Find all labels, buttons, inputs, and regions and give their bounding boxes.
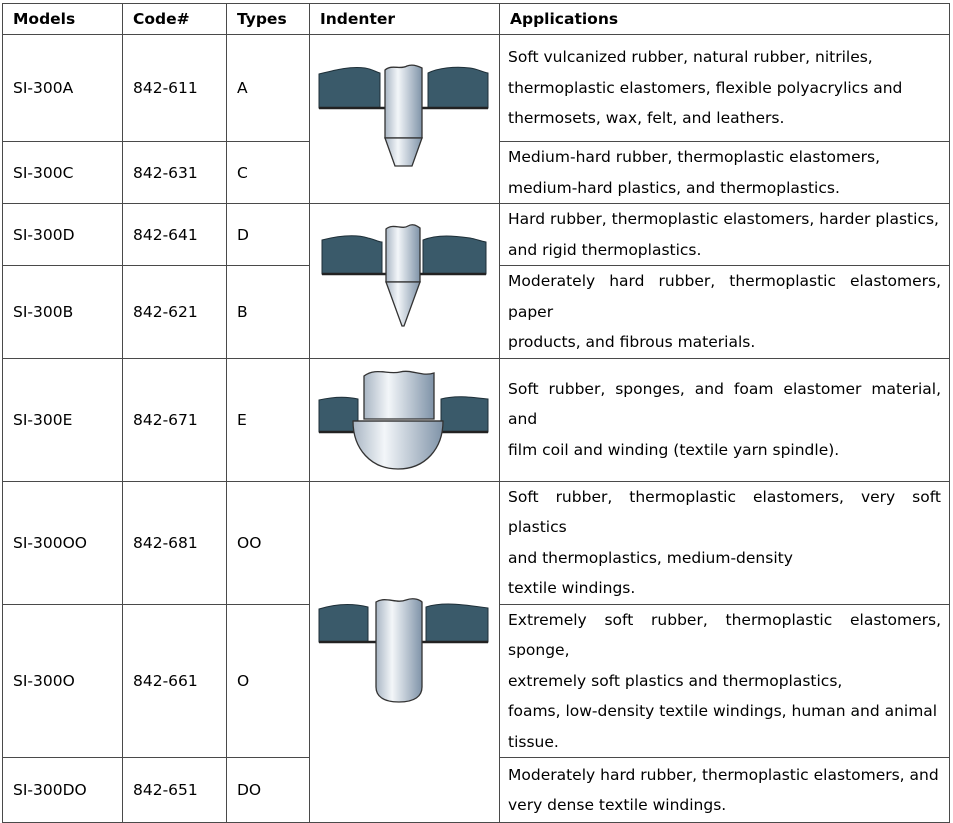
model-cell: SI-300E	[3, 358, 123, 481]
indenter-cell	[310, 358, 500, 481]
type-cell: C	[227, 142, 310, 204]
type-cell: A	[227, 35, 310, 142]
table-row	[3, 358, 950, 481]
model-cell: SI-300C	[3, 142, 123, 204]
indenter-cell	[310, 35, 500, 204]
type-cell: D	[227, 204, 310, 266]
header-applications: Applications	[500, 4, 950, 35]
application-cell: Moderately hard rubber, thermoplastic elastomers, and very dense textile windings.	[500, 758, 950, 823]
table-row	[3, 35, 950, 142]
application-cell: Moderately hard rubber, thermoplastic elastomers, paper products, and fibrous materials.	[500, 266, 950, 359]
conical-sharp-indenter-icon	[310, 214, 499, 347]
application-cell: Soft rubber, sponges, and foam elastomer material, and film coil and winding (textile yarn spindle).	[500, 358, 950, 481]
durometer-table	[2, 3, 950, 823]
spherical-indenter-icon	[310, 359, 499, 480]
model-cell: SI-300D	[3, 204, 123, 266]
application-cell: Soft vulcanized rubber, natural rubber, nitriles, thermoplastic elastomers, flexible polyacrylics and thermosets, wax, felt, and leathers.	[500, 35, 950, 142]
model-cell: SI-300DO	[3, 758, 123, 823]
table-row	[3, 481, 950, 604]
table-row	[3, 204, 950, 266]
indenter-cell	[310, 481, 500, 823]
conical-truncated-indenter-icon	[310, 36, 499, 203]
header-models: Models	[3, 4, 123, 35]
code-cell: 842-641	[123, 204, 227, 266]
code-cell: 842-651	[123, 758, 227, 823]
code-cell: 842-661	[123, 604, 227, 758]
code-cell: 842-631	[123, 142, 227, 204]
type-cell: DO	[227, 758, 310, 823]
code-cell: 842-611	[123, 35, 227, 142]
model-cell: SI-300B	[3, 266, 123, 359]
spherical-rod-indenter-icon	[310, 512, 499, 791]
indenter-cell	[310, 204, 500, 359]
header-code: Code#	[123, 4, 227, 35]
type-cell: E	[227, 358, 310, 481]
application-cell: Medium-hard rubber, thermoplastic elastomers, medium-hard plastics, and thermoplastics.	[500, 142, 950, 204]
header-row	[3, 4, 950, 35]
type-cell: B	[227, 266, 310, 359]
model-cell: SI-300OO	[3, 481, 123, 604]
code-cell: 842-621	[123, 266, 227, 359]
model-cell: SI-300A	[3, 35, 123, 142]
code-cell: 842-681	[123, 481, 227, 604]
type-cell: OO	[227, 481, 310, 604]
model-cell: SI-300O	[3, 604, 123, 758]
header-indenter: Indenter	[310, 4, 500, 35]
application-cell: Hard rubber, thermoplastic elastomers, harder plastics, and rigid thermoplastics.	[500, 204, 950, 266]
code-cell: 842-671	[123, 358, 227, 481]
header-types: Types	[227, 4, 310, 35]
type-cell: O	[227, 604, 310, 758]
application-cell: Soft rubber, thermoplastic elastomers, very soft plastics and thermoplastics, medium-density textile windings.	[500, 481, 950, 604]
application-cell: Extremely soft rubber, thermoplastic elastomers, sponge, extremely soft plastics and thermoplastics, foams, low-density textile windings, human and animal tissue.	[500, 604, 950, 758]
